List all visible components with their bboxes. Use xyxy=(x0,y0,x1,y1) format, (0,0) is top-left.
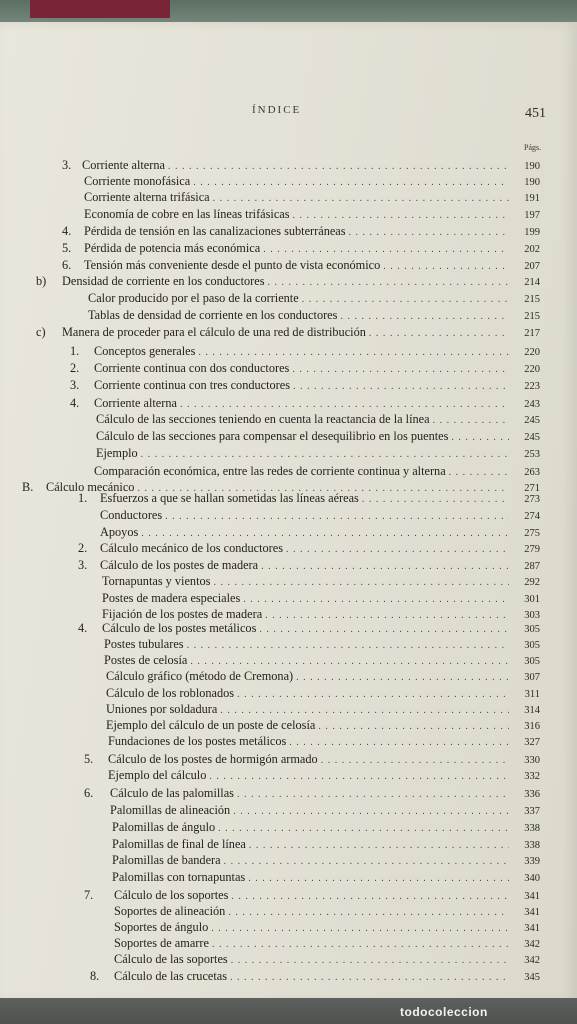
entry-page-number: 215 xyxy=(524,294,540,305)
dot-leader xyxy=(451,430,509,445)
dot-leader xyxy=(263,242,509,257)
pags-column-label: Págs. xyxy=(524,143,542,152)
dot-leader xyxy=(211,921,509,936)
entry-title: Cálculo de los postes metálicos xyxy=(102,621,257,635)
dot-leader xyxy=(321,753,509,768)
entry-title: Cálculo de los soportes xyxy=(114,888,229,902)
toc-entry xyxy=(112,853,540,868)
entry-title: Cálculo de las palomillas xyxy=(110,786,234,800)
entry-title: Postes de celosía xyxy=(104,653,188,667)
entry-page-number: 274 xyxy=(524,511,540,522)
dot-leader xyxy=(141,447,509,462)
dot-leader xyxy=(237,687,509,702)
dot-leader xyxy=(218,821,509,836)
entry-title: Ejemplo del cálculo de un poste de celosía xyxy=(106,718,316,732)
entry-page-number: 342 xyxy=(524,955,540,966)
entry-title: Palomillas con tornapuntas xyxy=(112,870,246,884)
entry-page-number: 263 xyxy=(524,467,540,478)
entry-number: 4. xyxy=(70,396,80,410)
toc-entry xyxy=(114,952,540,967)
entry-page-number: 220 xyxy=(524,364,540,375)
entry-number: c) xyxy=(36,325,46,339)
entry-number: b) xyxy=(36,274,47,288)
toc-entry xyxy=(102,591,540,606)
entry-title: Apoyos xyxy=(100,525,139,539)
toc-entry xyxy=(62,325,540,340)
toc-entry xyxy=(100,508,540,523)
entry-page-number: 316 xyxy=(524,721,540,732)
entry-page-number: 253 xyxy=(524,449,540,460)
dot-leader xyxy=(259,622,509,637)
toc-entry xyxy=(100,541,540,556)
entry-title: Tensión más conveniente desde el punto de vista económico xyxy=(84,258,381,272)
entry-title: Fijación de los postes de madera xyxy=(102,607,263,621)
entry-title: Soportes de ángulo xyxy=(114,920,209,934)
toc-entry xyxy=(112,837,540,852)
dot-leader xyxy=(349,225,509,240)
watermark: todocoleccion xyxy=(400,1005,488,1019)
entry-page-number: 341 xyxy=(524,891,540,902)
dot-leader xyxy=(318,719,509,734)
toc-entry xyxy=(114,904,540,919)
dot-leader xyxy=(289,735,509,750)
entry-title: Pérdida de tensión en las canalizaciones subterráneas xyxy=(84,224,346,238)
entry-number: 3. xyxy=(62,158,72,172)
entry-page-number: 327 xyxy=(524,737,540,748)
toc-entry xyxy=(112,820,540,835)
entry-number: 5. xyxy=(84,752,94,766)
entry-title: Conceptos generales xyxy=(94,344,196,358)
toc-entry xyxy=(114,936,540,951)
page-title: ÍNDICE xyxy=(252,104,302,116)
dot-leader xyxy=(231,953,509,968)
entry-page-number: 338 xyxy=(524,840,540,851)
toc-entry xyxy=(100,558,540,573)
toc-entry xyxy=(94,361,540,376)
entry-page-number: 215 xyxy=(524,311,540,322)
dot-leader xyxy=(248,871,509,886)
entry-title: Cálculo gráfico (método de Cremona) xyxy=(106,669,294,683)
dot-leader xyxy=(209,769,509,784)
entry-page-number: 311 xyxy=(524,689,540,700)
entry-number: 2. xyxy=(78,541,88,555)
dot-leader xyxy=(286,542,509,557)
entry-title: Cálculo de las secciones teniendo en cuenta la reactancia de la línea xyxy=(96,412,430,426)
dot-leader xyxy=(213,191,509,206)
entry-number: 1. xyxy=(70,344,80,358)
entry-title: Soportes de amarre xyxy=(114,936,209,950)
entry-title: Fundaciones de los postes metálicos xyxy=(108,734,287,748)
toc-entry xyxy=(84,174,540,189)
toc-entry xyxy=(110,786,540,801)
entry-page-number: 243 xyxy=(524,399,540,410)
entry-title: Soportes de alineación xyxy=(114,904,226,918)
dot-leader xyxy=(231,889,509,904)
entry-page-number: 292 xyxy=(524,577,540,588)
dot-leader xyxy=(193,175,509,190)
entry-page-number: 271 xyxy=(524,483,540,494)
entry-page-number: 245 xyxy=(524,432,540,443)
entry-title: Economía de cobre en las líneas trifásicas xyxy=(84,207,290,221)
entry-title: Postes de madera especiales xyxy=(102,591,241,605)
entry-title: Corriente alterna trifásica xyxy=(84,190,210,204)
entry-page-number: 332 xyxy=(524,771,540,782)
entry-title: Ejemplo del cálculo xyxy=(108,768,207,782)
entry-title: Corriente continua con dos conductores xyxy=(94,361,290,375)
entry-page-number: 275 xyxy=(524,528,540,539)
dot-leader xyxy=(243,592,509,607)
dot-leader xyxy=(362,492,509,507)
entry-page-number: 191 xyxy=(524,193,540,204)
dot-leader xyxy=(433,413,509,428)
dot-leader xyxy=(233,804,509,819)
entry-page-number: 303 xyxy=(524,610,540,621)
entry-page-number: 314 xyxy=(524,705,540,716)
entry-page-number: 190 xyxy=(524,177,540,188)
entry-title: Comparación económica, entre las redes de corriente continua y alterna xyxy=(94,464,446,478)
toc-entry xyxy=(62,274,540,289)
toc-entry xyxy=(88,291,540,306)
entry-title: Corriente monofásica xyxy=(84,174,191,188)
entry-page-number: 345 xyxy=(524,972,540,983)
toc-entry xyxy=(114,920,540,935)
entry-number: 8. xyxy=(90,969,100,983)
toc-entry xyxy=(104,637,540,652)
entry-page-number: 273 xyxy=(524,494,540,505)
entry-number: 7. xyxy=(84,888,94,902)
entry-page-number: 245 xyxy=(524,415,540,426)
toc-entry xyxy=(88,308,540,323)
toc-entry xyxy=(84,207,540,222)
toc-entry xyxy=(96,429,540,444)
entry-page-number: 217 xyxy=(524,328,540,339)
dot-leader xyxy=(237,787,509,802)
toc-entry xyxy=(110,803,540,818)
entry-title: Densidad de corriente en los conductores xyxy=(62,274,265,288)
dot-leader xyxy=(198,345,509,360)
toc-entry xyxy=(108,768,540,783)
entry-title: Corriente alterna xyxy=(82,158,165,172)
entry-title: Postes tubulares xyxy=(104,637,184,651)
entry-page-number: 199 xyxy=(524,227,540,238)
entry-page-number: 341 xyxy=(524,923,540,934)
dot-leader xyxy=(165,509,509,524)
page-number: 451 xyxy=(525,106,546,121)
toc-entry xyxy=(82,158,540,173)
entry-number: B. xyxy=(22,480,34,494)
dot-leader xyxy=(228,905,509,920)
entry-page-number: 197 xyxy=(524,210,540,221)
entry-number: 4. xyxy=(62,224,72,238)
entry-page-number: 337 xyxy=(524,806,540,817)
dot-leader xyxy=(369,326,509,341)
dot-leader xyxy=(267,275,509,290)
entry-title: Ejemplo xyxy=(96,446,138,460)
entry-number: 1. xyxy=(78,491,88,505)
toc-entry xyxy=(114,969,540,984)
toc-entry xyxy=(102,621,540,636)
entry-title: Cálculo de los roblonados xyxy=(106,686,235,700)
toc-entry xyxy=(84,190,540,205)
dot-leader xyxy=(302,292,509,307)
toc-entry xyxy=(106,686,540,701)
toc-entry xyxy=(96,446,540,461)
dot-leader xyxy=(180,397,509,412)
dot-leader xyxy=(249,838,509,853)
entry-title: Cálculo de las soportes xyxy=(114,952,228,966)
entry-number: 3. xyxy=(78,558,88,572)
entry-title: Pérdida de potencia más económica xyxy=(84,241,261,255)
entry-title: Calor producido por el paso de la corriente xyxy=(88,291,299,305)
dot-leader xyxy=(383,259,509,274)
entry-title: Corriente continua con tres conductores xyxy=(94,378,290,392)
entry-page-number: 340 xyxy=(524,873,540,884)
entry-page-number: 301 xyxy=(524,594,540,605)
toc-entry xyxy=(102,607,540,622)
dot-leader xyxy=(212,937,509,952)
toc-entry xyxy=(106,702,540,717)
entry-title: Uniones por soldadura xyxy=(106,702,218,716)
toc-entry xyxy=(104,653,540,668)
entry-title: Cálculo de las secciones para compensar el desequilibrio en los puentes xyxy=(96,429,449,443)
entry-page-number: 305 xyxy=(524,656,540,667)
dot-leader xyxy=(220,703,509,718)
entry-page-number: 336 xyxy=(524,789,540,800)
entry-number: 6. xyxy=(62,258,72,272)
dot-leader xyxy=(340,309,509,324)
dot-leader xyxy=(293,208,509,223)
entry-page-number: 330 xyxy=(524,755,540,766)
toc-entry xyxy=(108,752,540,767)
toc-entry xyxy=(100,525,540,540)
dot-leader xyxy=(292,362,509,377)
entry-page-number: 287 xyxy=(524,561,540,572)
toc-entry xyxy=(94,396,540,411)
dot-leader xyxy=(141,526,509,541)
entry-title: Palomillas de ángulo xyxy=(112,820,216,834)
entry-title: Conductores xyxy=(100,508,163,522)
entry-page-number: 279 xyxy=(524,544,540,555)
entry-title: Cálculo mecánico de los conductores xyxy=(100,541,284,555)
toc-entry xyxy=(106,718,540,733)
toc-entry xyxy=(108,734,540,749)
entry-page-number: 342 xyxy=(524,939,540,950)
dot-leader xyxy=(449,465,509,480)
toc-entry xyxy=(84,224,540,239)
entry-page-number: 305 xyxy=(524,640,540,651)
entry-title: Corriente alterna xyxy=(94,396,177,410)
entry-title: Manera de proceder para el cálculo de una red de distribución xyxy=(62,325,366,339)
entry-title: Cálculo de los postes de hormigón armado xyxy=(108,752,318,766)
entry-page-number: 220 xyxy=(524,347,540,358)
entry-number: 4. xyxy=(78,621,88,635)
entry-page-number: 214 xyxy=(524,277,540,288)
dot-leader xyxy=(230,970,509,985)
entry-page-number: 339 xyxy=(524,856,540,867)
toc-entry xyxy=(84,241,540,256)
toc-entry xyxy=(94,344,540,359)
toc-entry xyxy=(114,888,540,903)
entry-title: Cálculo de las crucetas xyxy=(114,969,228,983)
toc-entry xyxy=(102,574,540,589)
toc-entry xyxy=(96,412,540,427)
entry-title: Esfuerzos a que se hallan sometidas las líneas aéreas xyxy=(100,491,359,505)
dot-leader xyxy=(261,559,509,574)
entry-number: 2. xyxy=(70,361,80,375)
entry-title: Cálculo mecánico xyxy=(46,480,135,494)
entry-page-number: 202 xyxy=(524,244,540,255)
dot-leader xyxy=(296,670,509,685)
entry-page-number: 190 xyxy=(524,161,540,172)
entry-title: Palomillas de bandera xyxy=(112,853,221,867)
entry-title: Cálculo de los postes de madera xyxy=(100,558,259,572)
entry-page-number: 341 xyxy=(524,907,540,918)
entry-number: 5. xyxy=(62,241,72,255)
toc-entry xyxy=(84,258,540,273)
background-bottom-strip xyxy=(0,998,577,1024)
entry-title: Tornapuntas y vientos xyxy=(102,574,211,588)
dot-leader xyxy=(213,575,509,590)
entry-page-number: 223 xyxy=(524,381,540,392)
entry-number: 6. xyxy=(84,786,94,800)
entry-title: Palomillas de alineación xyxy=(110,803,231,817)
entry-page-number: 305 xyxy=(524,624,540,635)
dot-leader xyxy=(168,159,509,174)
entry-page-number: 207 xyxy=(524,261,540,272)
dot-leader xyxy=(190,654,509,669)
entry-title: Palomillas de final de línea xyxy=(112,837,246,851)
toc-entry xyxy=(106,669,540,684)
entry-title: Tablas de densidad de corriente en los conductores xyxy=(88,308,338,322)
entry-page-number: 338 xyxy=(524,823,540,834)
entry-page-number: 307 xyxy=(524,672,540,683)
entry-number: 3. xyxy=(70,378,80,392)
toc-entry xyxy=(100,491,540,506)
dot-leader xyxy=(224,854,509,869)
toc-entry xyxy=(94,464,540,479)
dot-leader xyxy=(187,638,509,653)
toc-entry xyxy=(112,870,540,885)
dot-leader xyxy=(293,379,509,394)
toc-entry xyxy=(94,378,540,393)
